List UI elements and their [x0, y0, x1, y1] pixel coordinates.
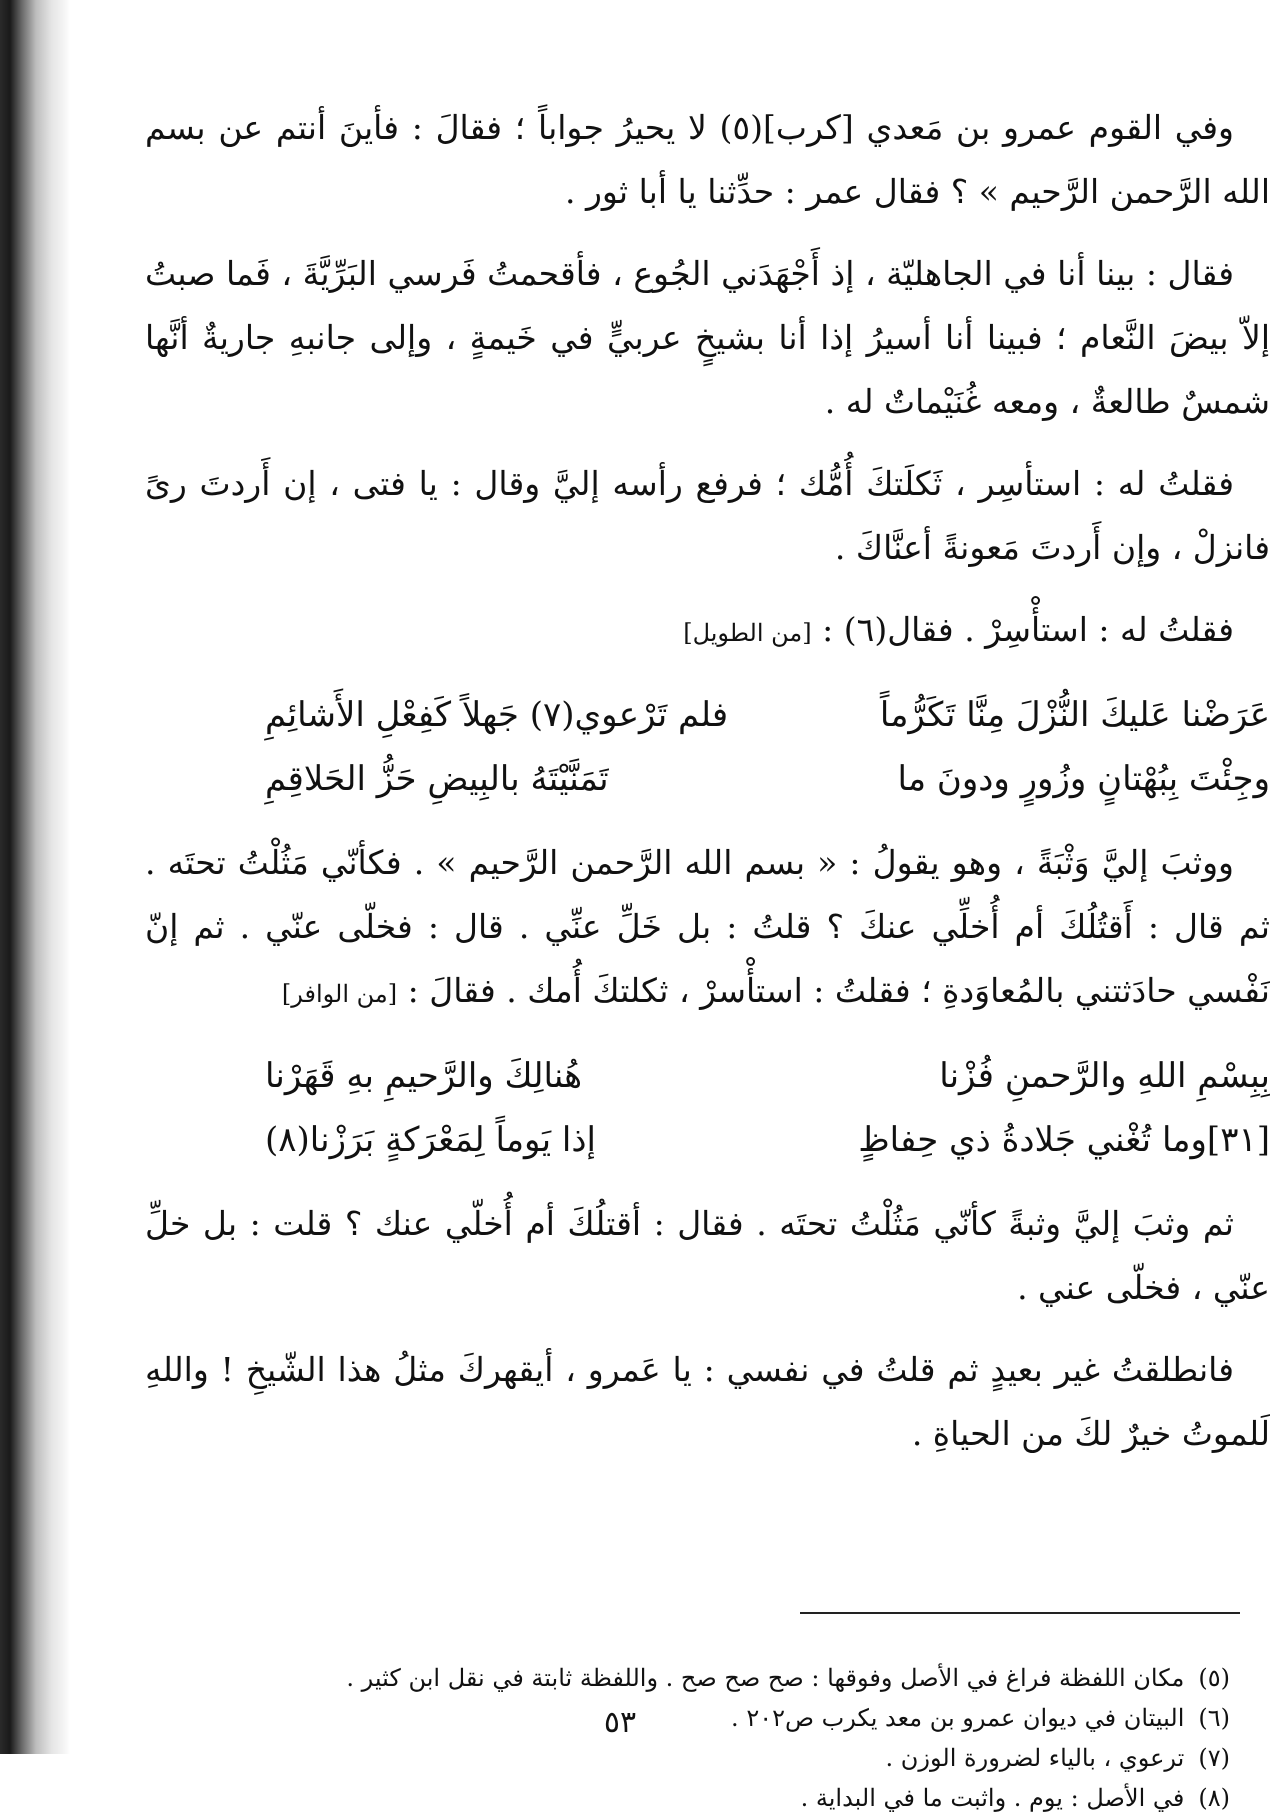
footnote	[280, 1738, 1230, 1778]
verse-intro	[145, 598, 1270, 665]
footnote	[280, 1658, 1230, 1698]
footnote-text: البيتان في ديوان عمرو بن معد يكرب ص٢٠٢ .	[731, 1698, 1184, 1738]
paragraph	[145, 831, 1270, 1026]
paragraph-text: ووثبَ إليَّ وَثْبَةً ، وهو يقولُ : « بسم الله الرَّحمن الرَّحيم » . فكأنّي مَثُلْتُ تحتَه . ثم قال : أَقتُلُكَ أم أُخلِّي عنكَ ؟ قلتُ : بل خَلِّ عنِّي . قال : فخلّى عنّي . ثم إنّ نَفْسي حادَثتني بالمُعاوَدةِ ؛ فقلتُ : استأْسرْ ، ثكلتكَ أُمك . فقالَ :	[145, 843, 1270, 1010]
paragraph: وفي القوم عمرو بن مَعدي [كرب](٥) لا يحيرُ جواباً ؛ فقالَ : فأينَ أنتم عن بسم الله الرَّحمن الرَّحيم » ؟ فقال عمر : حدِّثنا يا أبا ثور .	[145, 96, 1270, 224]
page-number: ٥٣	[0, 1705, 1240, 1740]
paragraph: فانطلقتُ غير بعيدٍ ثم قلتُ في نفسي : يا عَمرو ، أيقهركَ مثلُ هذا الشّيخِ ! واللهِ لَلموتُ خيرٌ لكَ من الحياةِ .	[145, 1338, 1270, 1466]
footnote-text: مكان اللفظة فراغ في الأصل وفوقها : صح صح صح . واللفظة ثابتة في نقل ابن كثير .	[346, 1658, 1184, 1698]
poem-1	[145, 683, 1270, 811]
hemistich-left: هُنالِكَ والرَّحيمِ بهِ قَهَرْنا	[265, 1044, 582, 1108]
footnote-number: (٥)	[1198, 1658, 1230, 1698]
hemistich-right: بِبِسْمِ اللهِ والرَّحمنِ فُزْنا	[939, 1044, 1270, 1108]
footnote-rule	[800, 1612, 1240, 1614]
meter-label: [من الوافر]	[282, 980, 397, 1008]
footnote-number: (٨)	[1198, 1778, 1230, 1818]
verse-line	[265, 747, 1270, 811]
footnote	[280, 1778, 1230, 1818]
verse-line	[265, 1108, 1270, 1172]
verse-intro-text: فقلتُ له : استأْسِرْ . فقال(٦) :	[822, 610, 1234, 649]
hemistich-left: تَمَنَّيْتَهُ بالبِيضِ حَزُّ الحَلاقِمِ	[265, 747, 609, 811]
hemistich-right: عَرَضْنا عَليكَ النُّزْلَ مِنَّا تَكَرُّماً	[880, 683, 1270, 747]
main-text	[145, 96, 1270, 1484]
hemistich-right: وجِئْتَ بِبُهْتانٍ وزُورٍ ودونَ ما	[898, 747, 1270, 811]
hemistich-left: إذا يَوماً لِمَعْرَكةٍ بَرَزْنا(٨)	[265, 1108, 596, 1172]
poem-2	[145, 1044, 1270, 1172]
paragraph: ثم وثبَ إليَّ وثبةً كأنّي مَثُلْتُ تحتَه . فقال : أقتلُكَ أم أُخلّي عنك ؟ قلت : بل خلِّ عنّي ، فخلّى عني .	[145, 1192, 1270, 1320]
footnote-text: ترعوي ، بالياء لضرورة الوزن .	[886, 1738, 1185, 1778]
verse-line	[265, 683, 1270, 747]
footnote-number: (٧)	[1198, 1738, 1230, 1778]
hemistich-left: فلم تَرْعوي(٧) جَهلاً كَفِعْلِ الأَشائِمِ	[265, 683, 728, 747]
paragraph: فقلتُ له : استأسِر ، ثَكلَتكَ أُمُّك ؛ فرفع رأسه إليَّ وقال : يا فتى ، إن أَردتَ رىً فانزلْ ، وإن أَردتَ مَعونةً أعنَّاكَ .	[145, 452, 1270, 580]
paragraph: فقال : بينا أنا في الجاهليّة ، إذ أَجْهَدَني الجُوع ، فأقحمتُ فَرسي البَرِّيَّةَ ، فَما صبتُ إلاّ بيضَ النَّعام ؛ فبينا أنا أسيرُ إذا أنا بشيخٍ عربيٍّ في خَيمةٍ ، وإلى جانبهِ جاريةٌ أنَّها شمسٌ طالعةٌ ، ومعه غُنَيْماتٌ له .	[145, 242, 1270, 434]
footnote-number: (٦)	[1198, 1698, 1230, 1738]
verse-line	[265, 1044, 1270, 1108]
hemistich-right: [٣١]وما تُغْني جَلادةُ ذي حِفاظٍ	[858, 1108, 1270, 1172]
footnote-text: في الأصل : يوم . واثبت ما في البداية .	[801, 1778, 1185, 1818]
meter-label: [من الطويل]	[683, 619, 811, 647]
